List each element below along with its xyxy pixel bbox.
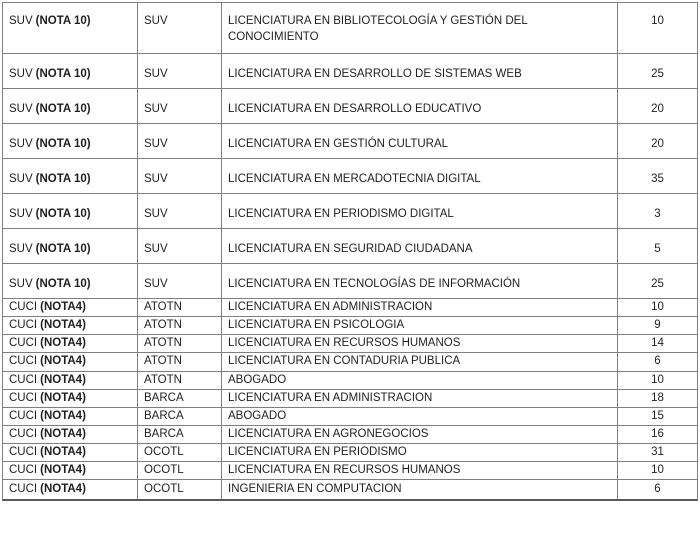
programa-cell: ABOGADO [222, 372, 618, 389]
organismo-label: SUV [9, 208, 33, 220]
table-row [3, 264, 697, 299]
table-row [3, 89, 697, 124]
table-row [3, 353, 697, 371]
organismo-label: SUV [9, 278, 33, 290]
organismo-label: CUCI [9, 301, 38, 314]
nota-label: (NOTA 10) [35, 173, 91, 185]
programa-cell: ABOGADO [222, 408, 618, 425]
centro-cell: SUV [138, 89, 222, 123]
table-row [3, 194, 697, 229]
organismo-label: CUCI [9, 319, 38, 332]
table-row [3, 372, 697, 390]
centro-cell: ATOTN [138, 353, 222, 370]
centro-cell: ATOTN [138, 372, 222, 389]
organismo-cell [3, 480, 138, 498]
organismo-label: SUV [9, 15, 33, 27]
nota-label: (NOTA4) [40, 319, 86, 332]
programa-cell: LICENCIATURA EN ADMINISTRACION [222, 390, 618, 407]
document-page [2, 2, 698, 501]
organismo-cell [3, 462, 138, 479]
nota-label: (NOTA4) [40, 446, 86, 459]
organismo-cell [3, 54, 138, 88]
table-row [3, 124, 697, 159]
nota-label: (NOTA4) [40, 373, 86, 386]
organismo-label: CUCI [9, 355, 38, 368]
nota-label: (NOTA4) [40, 391, 86, 404]
nota-label: (NOTA 10) [35, 68, 91, 80]
cupo-cell: 20 [651, 138, 664, 150]
organismo-cell [3, 229, 138, 263]
programa-cell: INGENIERIA EN COMPUTACION [222, 480, 618, 498]
nota-label: (NOTA4) [40, 482, 86, 495]
table-row [3, 444, 697, 462]
cupo-cell: 20 [651, 103, 664, 115]
organismo-cell [3, 408, 138, 425]
nota-label: (NOTA4) [40, 301, 86, 314]
centro-cell: BARCA [138, 390, 222, 407]
table-row [3, 408, 697, 426]
nota-label: (NOTA 10) [35, 243, 91, 255]
organismo-cell [3, 194, 138, 228]
cupo-cell: 9 [654, 319, 661, 332]
organismo-label: SUV [9, 103, 33, 115]
organismo-cell [3, 89, 138, 123]
cupo-cell: 6 [654, 355, 661, 368]
cupo-cell: 10 [651, 373, 664, 386]
centro-cell: BARCA [138, 408, 222, 425]
programa-cell: LICENCIATURA EN PERIODISMO DIGITAL [222, 194, 618, 228]
programa-cell: LICENCIATURA EN GESTIÓN CULTURAL [222, 124, 618, 158]
cupo-cell: 25 [651, 68, 664, 80]
organismo-cell [3, 317, 138, 334]
table-row [3, 229, 697, 264]
programa-cell: LICENCIATURA EN DESARROLLO EDUCATIVO [222, 89, 618, 123]
centro-cell: SUV [138, 229, 222, 263]
cupo-cell: 10 [651, 301, 664, 314]
centro-cell: OCOTL [138, 480, 222, 498]
programa-cell: LICENCIATURA EN MERCADOTECNIA DIGITAL [222, 159, 618, 193]
organismo-cell [3, 159, 138, 193]
cupo-cell: 5 [654, 243, 661, 255]
cupo-cell: 10 [651, 464, 664, 477]
centro-cell: ATOTN [138, 317, 222, 334]
organismo-cell [3, 299, 138, 316]
table-row [3, 317, 697, 335]
table-row [3, 462, 697, 480]
cupo-cell: 31 [651, 446, 664, 459]
organismo-label: CUCI [9, 464, 38, 477]
programa-cell: LICENCIATURA EN AGRONEGOCIOS [222, 426, 618, 443]
nota-label: (NOTA4) [40, 409, 86, 422]
organismo-label: SUV [9, 68, 33, 80]
programa-cell: LICENCIATURA EN DESARROLLO DE SISTEMAS WEB [222, 54, 618, 88]
organismo-cell [3, 264, 138, 298]
organismo-label: SUV [9, 138, 33, 150]
nota-label: (NOTA 10) [35, 138, 91, 150]
centro-cell: OCOTL [138, 444, 222, 461]
nota-label: (NOTA 10) [35, 278, 91, 290]
organismo-cell [3, 444, 138, 461]
cupo-cell: 25 [651, 278, 664, 290]
nota-label: (NOTA4) [40, 337, 86, 350]
cupo-cell: 3 [654, 208, 661, 220]
organismo-label: CUCI [9, 337, 38, 350]
table-row [3, 54, 697, 89]
cupo-cell: 18 [651, 391, 664, 404]
nota-label: (NOTA4) [40, 428, 86, 441]
programa-cell: LICENCIATURA EN CONTADURIA PUBLICA [222, 353, 618, 370]
cupo-cell: 14 [651, 337, 664, 350]
organismo-label: CUCI [9, 482, 38, 495]
centro-cell: SUV [138, 264, 222, 298]
centro-cell: SUV [138, 159, 222, 193]
organismo-cell [3, 124, 138, 158]
organismo-cell [3, 335, 138, 352]
organismo-label: SUV [9, 243, 33, 255]
programa-cell: LICENCIATURA EN BIBLIOTECOLOGÍA Y GESTIÓN DEL CONOCIMIENTO [222, 3, 618, 53]
organismo-label: CUCI [9, 409, 38, 422]
programa-cell: LICENCIATURA EN TECNOLOGÍAS DE INFORMACIÓN [222, 264, 618, 298]
cupo-cell: 35 [651, 173, 664, 185]
centro-cell: ATOTN [138, 335, 222, 352]
nota-label: (NOTA4) [40, 355, 86, 368]
organismo-label: SUV [9, 173, 33, 185]
organismo-cell [3, 372, 138, 389]
table-row [3, 335, 697, 353]
centro-cell: BARCA [138, 426, 222, 443]
nota-label: (NOTA 10) [35, 15, 91, 27]
table-row [3, 299, 697, 317]
admissions-table [2, 2, 698, 501]
cupo-cell: 6 [654, 482, 661, 495]
organismo-label: CUCI [9, 391, 38, 404]
organismo-label: CUCI [9, 428, 38, 441]
centro-cell: SUV [138, 3, 222, 53]
nota-label: (NOTA4) [40, 464, 86, 477]
centro-cell: SUV [138, 124, 222, 158]
centro-cell: ATOTN [138, 299, 222, 316]
centro-cell: OCOTL [138, 462, 222, 479]
table-row [3, 159, 697, 194]
programa-cell: LICENCIATURA EN ADMINISTRACION [222, 299, 618, 316]
cupo-cell: 10 [651, 15, 664, 27]
centro-cell: SUV [138, 54, 222, 88]
nota-label: (NOTA 10) [35, 208, 91, 220]
organismo-cell [3, 390, 138, 407]
cupo-cell: 16 [651, 428, 664, 441]
nota-label: (NOTA 10) [35, 103, 91, 115]
table-row [3, 3, 697, 54]
table-row [3, 426, 697, 444]
organismo-label: CUCI [9, 446, 38, 459]
organismo-label: CUCI [9, 373, 38, 386]
table-row [3, 390, 697, 408]
table-row [3, 480, 697, 498]
cupo-cell: 15 [651, 409, 664, 422]
centro-cell: SUV [138, 194, 222, 228]
programa-cell: LICENCIATURA EN PERIODISMO [222, 444, 618, 461]
organismo-cell [3, 3, 138, 53]
programa-cell: LICENCIATURA EN RECURSOS HUMANOS [222, 462, 618, 479]
programa-cell: LICENCIATURA EN RECURSOS HUMANOS [222, 335, 618, 352]
organismo-cell [3, 353, 138, 370]
organismo-cell [3, 426, 138, 443]
programa-cell: LICENCIATURA EN SEGURIDAD CIUDADANA [222, 229, 618, 263]
programa-cell: LICENCIATURA EN PSICOLOGIA [222, 317, 618, 334]
